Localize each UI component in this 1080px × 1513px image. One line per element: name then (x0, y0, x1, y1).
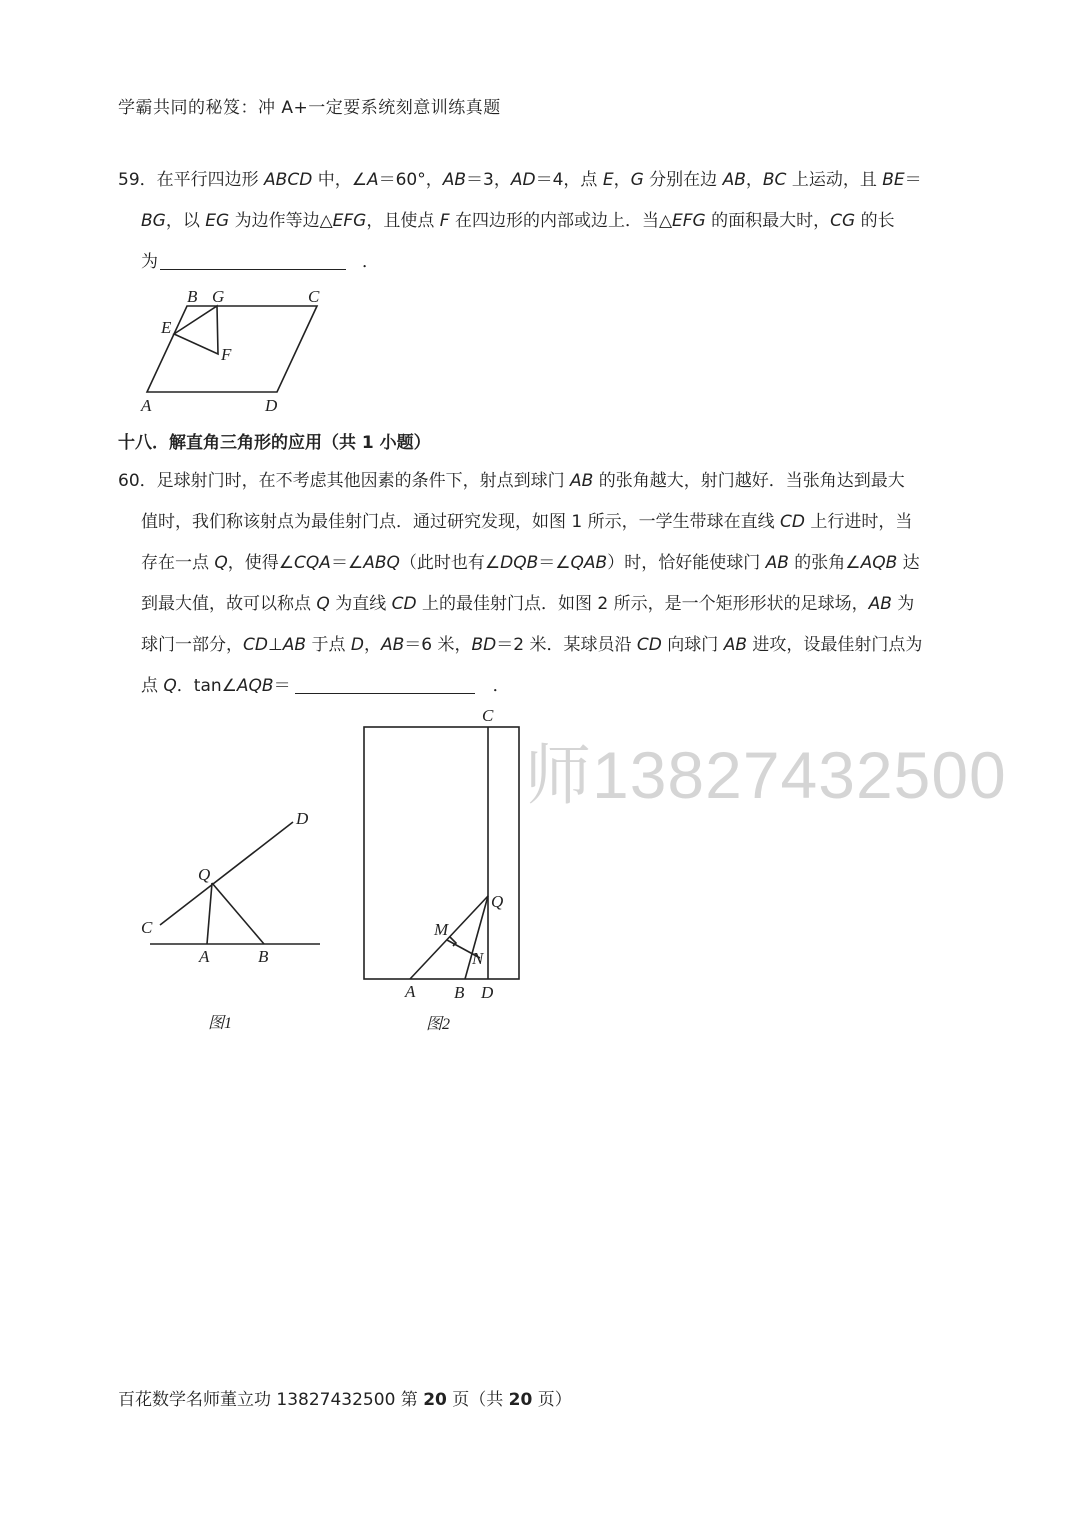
q60-figure-1 (130, 800, 330, 1040)
q59-text: 的长 (855, 211, 895, 231)
q59-text: 为 (141, 252, 158, 272)
q60-var: CD (391, 594, 417, 614)
label-e: E (161, 318, 172, 337)
label-a: A (405, 982, 416, 1001)
segment-qa (207, 883, 212, 944)
label-d: D (265, 396, 278, 415)
q59-var: BG (141, 211, 166, 231)
q59-text: ＝3， (466, 170, 511, 190)
label-q: Q (198, 865, 211, 884)
q60-text: 上行进时，当 (805, 512, 913, 532)
q59-text: ＝60°， (378, 170, 443, 190)
q59-var: AD (510, 170, 536, 190)
q59-var: F (439, 211, 450, 231)
q60-var: AB (765, 553, 789, 573)
caption-fig1: 图1 (208, 1015, 233, 1032)
q60-text: ，使得∠ (227, 553, 295, 573)
q59-line-3 (141, 250, 379, 274)
q60-answer-blank[interactable] (295, 675, 475, 694)
parallelogram-abcd (147, 306, 317, 392)
q59-text: 的面积最大时， (705, 211, 831, 231)
q60-var: Q (163, 676, 177, 696)
q60-text: 于点 (306, 635, 351, 655)
q60-text: ．tan∠ (176, 676, 237, 696)
q60-text: ＝6 米， (404, 635, 472, 655)
field-rectangle (364, 727, 519, 979)
label-a: A (199, 947, 210, 966)
q59-var: EG (205, 211, 230, 231)
q59-text: ，且使点 (366, 211, 440, 231)
q60-text: 上的最佳射门点．如图 2 所示，是一个矩形形状的足球场， (416, 594, 869, 614)
q60-var: D (350, 635, 364, 655)
q60-text: ， (363, 635, 381, 655)
q60-text: 球门一部分， (141, 635, 243, 655)
q60-text: 的张角越大，射门越好．当张角达到最大 (593, 471, 905, 491)
q59-text: ， (613, 170, 631, 190)
q59-text: ． (362, 252, 379, 272)
q59-text: 为边作等边△ (229, 211, 333, 231)
q59-text: ＝ (904, 170, 922, 190)
label-d: D (296, 809, 309, 828)
footer-text: 页（共 (446, 1390, 509, 1410)
q60-line-4 (141, 592, 914, 616)
q60-line-3 (141, 551, 920, 575)
label-c: C (141, 918, 153, 937)
label-f: F (221, 345, 232, 364)
watermark: 师13827432500 (525, 738, 1007, 812)
q59-text: ＝4，点 (535, 170, 603, 190)
q59-var: CG (830, 211, 856, 231)
page-header: 学霸共同的秘笈：冲 A+一定要系统刻意训练真题 (118, 98, 501, 118)
q60-text: （此时也有∠ (399, 553, 501, 573)
q59-var: AB (722, 170, 746, 190)
q60-text: ＝∠ (330, 553, 364, 573)
q60-text: ⊥ (267, 635, 283, 655)
q59-var: BE (882, 170, 905, 190)
q60-var: Q (316, 594, 330, 614)
label-c: C (308, 287, 320, 306)
q60-text: 存在一点 (141, 553, 215, 573)
q60-text: ＝2 米．某球员沿 (496, 635, 637, 655)
q60-text: 为直线 (329, 594, 392, 614)
label-b: B (187, 287, 198, 306)
q60-var: BD (471, 635, 497, 655)
line-cd (160, 822, 293, 925)
q59-var: BC (762, 170, 787, 190)
q60-var: AB (570, 471, 594, 491)
q60-var: CD (243, 635, 268, 655)
q59-var: EFG (332, 211, 367, 231)
q60-text: 的张角∠ (788, 553, 861, 573)
page-footer (118, 1385, 572, 1410)
q60-text: 值时，我们称该射点为最佳射门点．通过研究发现，如图 1 所示，一学生带球在直线 (141, 512, 781, 532)
q59-line-1 (118, 168, 922, 192)
q59-text: 分别在边 (643, 170, 723, 190)
q59-line-2 (141, 209, 895, 233)
q60-text: ．足球射门时，在不考虑其他因素的条件下，射点到球门 (139, 471, 571, 491)
q60-number: 60 (118, 471, 140, 491)
label-d: D (481, 983, 494, 1002)
q60-var: AQB (236, 676, 274, 696)
q60-var: DQB (500, 553, 539, 573)
q60-text: 进攻，设最佳射门点为 (746, 635, 923, 655)
q59-var: EFG (672, 211, 706, 231)
q60-text: ＝∠ (538, 553, 571, 573)
q60-var: AQB (860, 553, 898, 573)
caption-fig2: 图2 (426, 1016, 451, 1033)
label-a: A (141, 396, 152, 415)
q59-parallelogram-figure (130, 282, 360, 417)
segment-qb (212, 883, 264, 944)
q59-var: AB (442, 170, 467, 190)
q59-var: ABCD (264, 170, 313, 190)
q59-text: ．在平行四边形 (139, 170, 265, 190)
q60-var: QAB (570, 553, 608, 573)
q60-var: CD (636, 635, 662, 655)
label-q: Q (491, 892, 504, 911)
q60-line-1 (118, 469, 905, 493)
label-m: M (434, 920, 449, 939)
q59-var: G (630, 170, 644, 190)
q60-var: AB (868, 594, 892, 614)
footer-text: 页） (532, 1390, 572, 1410)
footer-text: 百花数学名师董立功 13827432500 第 (118, 1390, 424, 1410)
triangle-efg (174, 306, 218, 354)
q60-text: ＝ (273, 676, 291, 696)
q60-line-2 (141, 510, 912, 534)
q60-text: ）时，恰好能使球门 (607, 553, 766, 573)
q59-var: E (602, 170, 614, 190)
q59-text: ， (745, 170, 763, 190)
q60-var: AB (723, 635, 747, 655)
q60-var: CD (780, 512, 805, 532)
label-b: B (454, 983, 465, 1002)
page-number: 20 (423, 1390, 447, 1410)
label-b: B (258, 947, 269, 966)
q60-figure-2 (355, 700, 545, 1040)
q59-text: ，以 (165, 211, 206, 231)
q60-text: 达 (897, 553, 920, 573)
q60-text: 向球门 (661, 635, 724, 655)
q60-text: 为 (891, 594, 915, 614)
label-c: C (482, 706, 494, 725)
q59-var: A (366, 170, 379, 190)
q60-var: ABQ (363, 553, 400, 573)
q60-line-5 (141, 633, 922, 657)
label-n: N (472, 949, 484, 968)
q60-text: ． (492, 676, 510, 696)
q60-text: 点 (141, 676, 164, 696)
section-title: 十八．解直角三角形的应用（共 1 小题） (118, 433, 431, 453)
q59-text: 在四边形的内部或边上．当△ (449, 211, 673, 231)
q60-var: Q (214, 553, 228, 573)
q59-text: 上运动，且 (786, 170, 883, 190)
q59-answer-blank[interactable] (160, 251, 346, 270)
q59-text: 中，∠ (312, 170, 367, 190)
q60-var: CQA (294, 553, 331, 573)
q60-line-6 (141, 674, 510, 698)
q60-text: 到最大值，故可以称点 (141, 594, 317, 614)
page-total: 20 (508, 1390, 533, 1410)
q60-var: AB (380, 635, 405, 655)
label-g: G (212, 287, 225, 306)
q60-var: AB (282, 635, 307, 655)
q59-number: 59 (118, 170, 140, 190)
